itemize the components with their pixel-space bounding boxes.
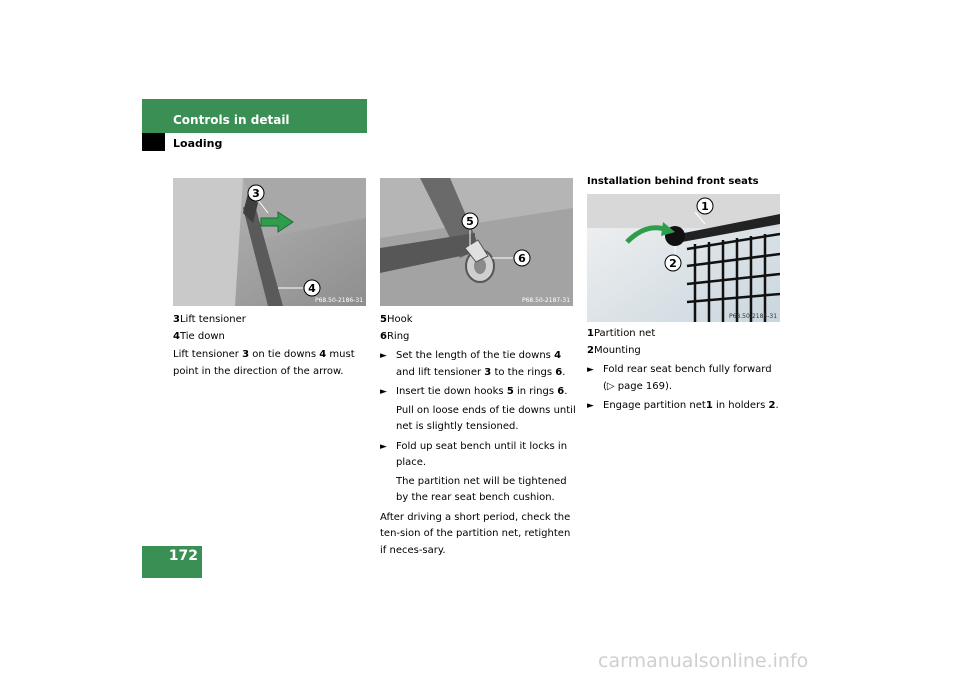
callout-3: 3 [252, 187, 260, 200]
column-3 [587, 326, 783, 415]
legend-item: 1Partition net [587, 328, 656, 339]
step-note: The partition net will be tightened by the rear seat bench cushion. [396, 475, 567, 503]
watermark: carmanualsonline.info [598, 650, 809, 672]
page-number: 172 [168, 548, 198, 564]
section-title: Controls in detail [173, 113, 290, 127]
callout-6: 6 [518, 252, 526, 265]
callout-1: 1 [701, 200, 709, 213]
section-subtitle: Loading [173, 137, 223, 150]
figure-3-illustration [587, 194, 780, 322]
instruction-text: Lift tensioner 3 on tie downs 4 must point in the direction of the arrow. [173, 349, 355, 377]
bullet-arrow-icon: ► [380, 351, 387, 361]
figure-lift-tensioner [173, 178, 366, 306]
column-1 [173, 312, 369, 380]
step-item: ► Fold up seat bench until it locks in place. [380, 440, 568, 468]
figure-hook-ring [380, 178, 573, 306]
callout-5: 5 [466, 215, 474, 228]
page-reference[interactable]: (▷ page 169). [603, 380, 673, 392]
header-marker [142, 133, 165, 151]
figure-1-illustration [173, 178, 366, 306]
figure-code: P68.50-2187-31 [522, 297, 571, 304]
bullet-arrow-icon: ► [587, 365, 594, 375]
figure-2-illustration [380, 178, 573, 306]
step-item: ► Engage partition net1 in holders 2. [587, 398, 783, 415]
column-2 [380, 312, 576, 559]
legend-item: 6Ring [380, 330, 410, 342]
closing-text: After driving a short period, check the ten-sion of the partition net, retighten if neces-sary. [380, 511, 571, 556]
bullet-arrow-icon: ► [380, 441, 387, 452]
bullet-arrow-icon: ► [587, 401, 594, 411]
figure-code: P68.50-2186-31 [315, 297, 364, 304]
figure-code: P68.50-2185-31 [729, 313, 778, 320]
step-item: ► Set the length of the tie downs 4 and lift tensioner 3 to the rings 6. [380, 350, 566, 378]
callout-4: 4 [308, 282, 316, 295]
legend-item: 2Mounting [587, 344, 641, 356]
step-note: Pull on loose ends of tie downs until net is slightly tensioned. [396, 404, 576, 432]
step-item: ► Insert tie down hooks 5 in rings 6. [380, 384, 576, 401]
step-item: ► Fold rear seat bench fully forward (▷ page 169). [587, 364, 772, 392]
bullet-arrow-icon: ► [380, 387, 387, 397]
column-3-heading: Installation behind front seats [587, 176, 759, 187]
figure-partition-net [587, 194, 780, 322]
legend-item: 4Tie down [173, 330, 225, 342]
legend-item: 3Lift tensioner [173, 314, 246, 325]
legend-item: 5Hook [380, 314, 413, 325]
callout-2: 2 [669, 257, 677, 270]
